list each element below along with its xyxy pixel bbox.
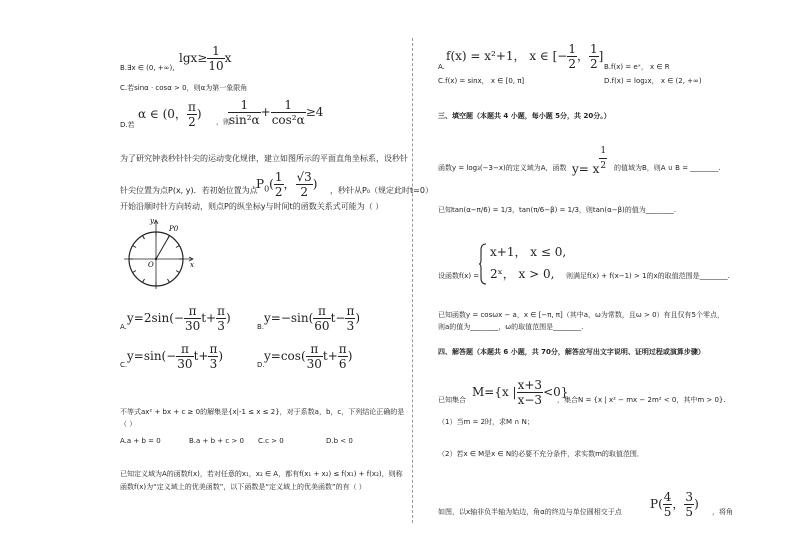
q16-text-line1: 已知函数y = cosωx − a，x ∈ [−π, π]（其中a，ω为常数，且ω > 0）有且仅有5个零点， (438, 311, 724, 319)
q9-option-a-label: A. (120, 323, 127, 331)
section-4-heading: 四、解答题（本题共 6 小题，共 70分，解答应写出文字说明、证明过程或演算步骤） (438, 348, 705, 356)
clock-p0-label: P0 (169, 225, 179, 233)
q17-part-2: （2）若x ∈ M是x ∈ N的必要不充分条件，求实数m的取值范围． (438, 450, 644, 458)
q13-power-function: y= x $\frac{1}{2}$ (572, 146, 607, 176)
q9-text-line1: 为了研究钟表秒针针尖的运动变化规律，建立如图所示的平面直角坐标系，设秒针 (120, 154, 408, 163)
q8-option-c: C.若sinα · cosα > 0，则α为第一象限角 (120, 84, 248, 92)
q11-option-a-label: A. (438, 63, 445, 71)
q14-text: 已知tan(α−π/6) = 1/3，tan(π/6−β) = 1/3，则tan(α−β)的值为________. (438, 206, 676, 214)
q9-text-line3: 开始沿顺时针方向转动，则点P的纵坐标y与时间t的函数关系式可能为（ ） (120, 202, 384, 211)
q10-option-d: D.b < 0 (326, 437, 353, 445)
q8-option-b-formula: lgx≥ $\frac{1}{10}$ x (179, 44, 232, 73)
q16-text-line2: 则a的值为________，ω的取值范围是________. (438, 323, 584, 331)
q10-option-c: C.c > 0 (258, 437, 284, 445)
q18-suffix: ，将角 (712, 508, 733, 516)
q18-point: P( $\frac{4}{5}$ ， $\frac{3}{5}$ ) (650, 490, 699, 519)
q9-option-d-label: D. (257, 361, 265, 369)
q17-set-m: M={x | $\frac{x+3}{x-3}$ <0} (472, 378, 569, 407)
q9-option-c-formula: y=sin(− $\frac{\pi}{30}$ t+ $\frac{\pi}{3}$ ) (127, 342, 224, 371)
q15-brace (478, 243, 488, 285)
q11-option-a-formula: f(x) = x²+1， x ∈ [− $\frac{1}{2}$ ， $\frac{1}{2}$ ] (446, 42, 604, 71)
column-divider (412, 38, 413, 523)
clock-figure (122, 215, 198, 291)
q15-case-1: x+1， x ≤ 0, (490, 245, 567, 259)
clock-origin-label: O (148, 261, 154, 269)
clock-y-label: y (150, 217, 154, 225)
q10-text-line1: 不等式ax² + bx + c ≥ 0的解集是{x|-1 ≤ x ≤ 2}，对于系数a，b，c，下列结论正确的是 (120, 408, 405, 416)
q9-option-b-formula: y=−sin( $\frac{\pi}{60}$ t− $\frac{\pi}{3}$ ) (264, 304, 361, 333)
q17-part-1: （1）当m = 2时，求M ∩ N； (438, 418, 534, 426)
section-3-heading: 三、填空题（本题共 4 小题，每小题 5分，共 20分。） (438, 112, 611, 120)
q9-text-line2b: ，秒针从P₀（规定此时t=0） (330, 186, 433, 195)
q11-option-c: C.f(x) = sinx， x ∈ [0, π] (438, 77, 525, 85)
q18-prefix: 如图，以x轴非负半轴为始边，角α的终边与单位圆相交于点 (438, 508, 622, 516)
q8-option-b-label: B.∃x ∈ (0, +∞), (120, 64, 175, 72)
q11-option-d: D.f(x) = log₂x， x ∈ (2, +∞) (604, 77, 702, 85)
q9-option-b-label: B. (257, 323, 265, 331)
clock-x-label: x (190, 261, 194, 269)
q15-prefix: 设函数f(x) = (438, 272, 480, 280)
q10-option-b: B.a + b + c > 0 (189, 437, 245, 445)
q17-set-n: ，集合N = {x | x² − mx − 2m² < 0，其中m > 0}. (557, 396, 726, 404)
q8-option-d-label: D.若 (120, 121, 135, 129)
q10-option-a: A.a + b = 0 (120, 437, 161, 445)
q8-option-d-then: ，则 (216, 118, 230, 126)
q9-option-c-label: C. (120, 361, 128, 369)
q9-option-d-formula: y=cos( $\frac{\pi}{30}$ t+ $\frac{\pi}{6}$ ) (264, 342, 353, 371)
q8-option-d-inequality: $\frac{1}{\text{sin²α}}$ + $\frac{1}{\text{cos²α}}$ ≥4 (229, 98, 324, 127)
q13-text-a: 函数y = log₃(−3−x)的定义域为A，函数 (438, 164, 567, 172)
q9-initial-point: $P_0$( $\frac{1}{2}$ ， $\frac{√3}{2}$ ) (256, 170, 318, 199)
q13-text-b: 的值域为B，则A ∪ B = ________. (614, 164, 721, 172)
q15-case-2: 2ˣ， x > 0, (490, 267, 555, 281)
q11-text-line1: 已知定义域为A的函数f(x)，若对任意的x₁，x₂ ∈ A，都有f(x₁ + x₂) ≤ f(x₁) + f(x₂)，则称 (120, 470, 403, 478)
q8-option-d-interval: α ∈ (0， $\frac{\pi}{2}$ ) (138, 100, 202, 129)
q15-suffix: 则满足f(x) + f(x−1) > 1的x的取值范围是________. (566, 272, 730, 280)
q9-text-line2a: 针尖位置为点P(x, y)．若初始位置为点 (120, 186, 258, 195)
q11-text-line2: 函数f(x)为“定义域上的优美函数”，以下函数是“定义域上的优美函数”的有（ ） (120, 483, 366, 491)
q17-prefix: 已知集合 (438, 396, 466, 404)
q10-text-line2: （ ） (120, 420, 137, 428)
q11-option-b: B.f(x) = eˣ， x ∈ R (604, 63, 670, 71)
q9-option-a-formula: y=2sin(− $\frac{\pi}{30}$ t+ $\frac{\pi}{3}$ ) (127, 304, 231, 333)
